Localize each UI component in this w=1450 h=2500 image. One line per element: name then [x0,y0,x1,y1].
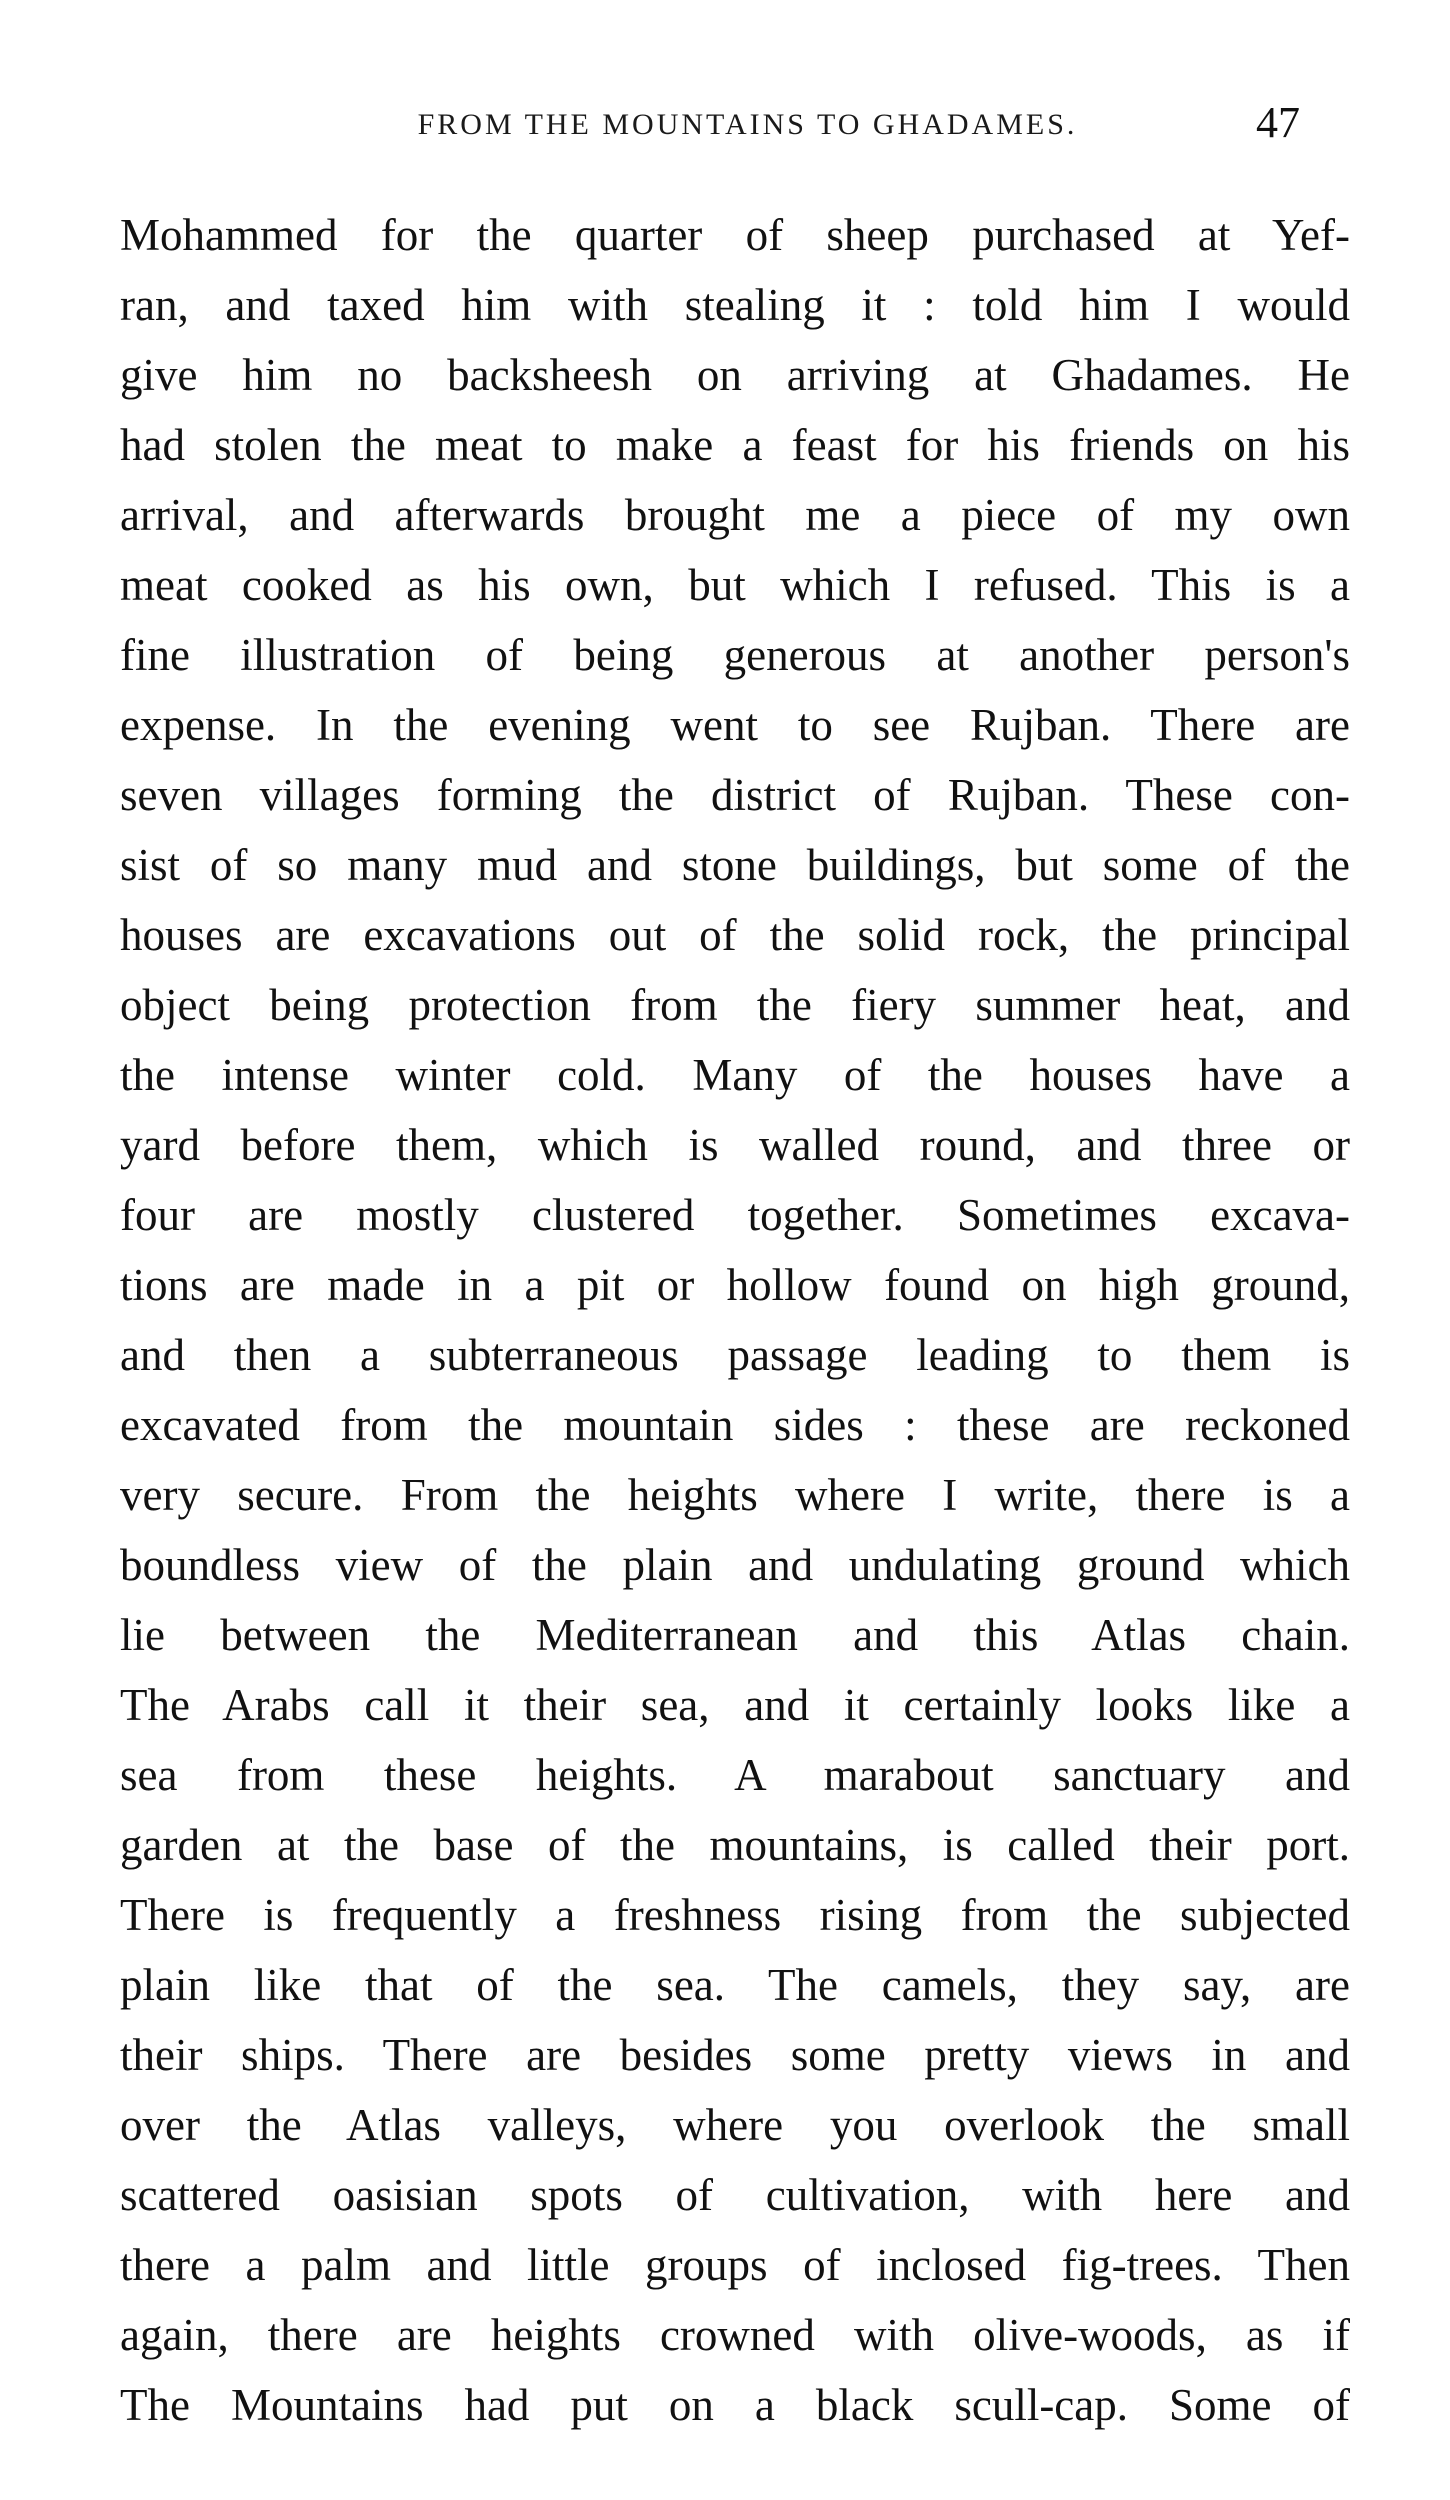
text-line: seven villages forming the district of Rujban. These con- [120,770,1350,820]
text-line: Mohammed for the quarter of sheep purchased at Yef- [120,210,1350,260]
body-text [120,200,1350,2440]
text-line: garden at the base of the mountains, is called their port. [120,1820,1350,1870]
text-line: meat cooked as his own, but which I refused. This is a [120,560,1350,610]
text-line: There is frequently a freshness rising from the subjected [120,1890,1350,1940]
text-line: expense. In the evening went to see Rujban. There are [120,700,1350,750]
text-line: boundless view of the plain and undulating ground which [120,1540,1350,1590]
running-title: FROM THE MOUNTAINS TO GHADAMES. [417,108,1078,141]
text-line: sea from these heights. A marabout sanctuary and [120,1750,1350,1800]
text-line: yard before them, which is walled round, and three or [120,1120,1350,1170]
text-line: plain like that of the sea. The camels, they say, are [120,1960,1350,2010]
text-line: arrival, and afterwards brought me a piece of my own [120,490,1350,540]
text-line: and then a subterraneous passage leading to them is [120,1330,1350,1380]
text-line: there a palm and little groups of inclosed fig-trees. Then [120,2240,1350,2290]
text-line: excavated from the mountain sides : these are reckoned [120,1400,1350,1450]
text-line: tions are made in a pit or hollow found on high ground, [120,1260,1350,1310]
text-line: fine illustration of being generous at another person's [120,630,1350,680]
text-line: again, there are heights crowned with olive-woods, as if [120,2310,1350,2360]
text-line: very secure. From the heights where I write, there is a [120,1470,1350,1520]
text-line: the intense winter cold. Many of the houses have a [120,1050,1350,1100]
text-line: The Arabs call it their sea, and it certainly looks like a [120,1680,1350,1730]
text-line: object being protection from the fiery summer heat, and [120,980,1350,1030]
text-line: sist of so many mud and stone buildings, but some of the [120,840,1350,890]
text-line: give him no backsheesh on arriving at Ghadames. He [120,350,1350,400]
text-line: lie between the Mediterranean and this Atlas chain. [120,1610,1350,1660]
text-line: over the Atlas valleys, where you overlook the small [120,2100,1350,2150]
text-line: four are mostly clustered together. Sometimes excava- [120,1190,1350,1240]
text-line: had stolen the meat to make a feast for his friends on his [120,420,1350,470]
text-line: scattered oasisian spots of cultivation, with here and [120,2170,1350,2220]
text-line: The Mountains had put on a black scull-cap. Some of [120,2380,1350,2430]
text-line: their ships. There are besides some pretty views in and [120,2030,1350,2080]
page-number: 47 [1256,98,1300,147]
running-head [125,98,1370,155]
text-line: ran, and taxed him with stealing it : told him I would [120,280,1350,330]
text-line: houses are excavations out of the solid rock, the principal [120,910,1350,960]
